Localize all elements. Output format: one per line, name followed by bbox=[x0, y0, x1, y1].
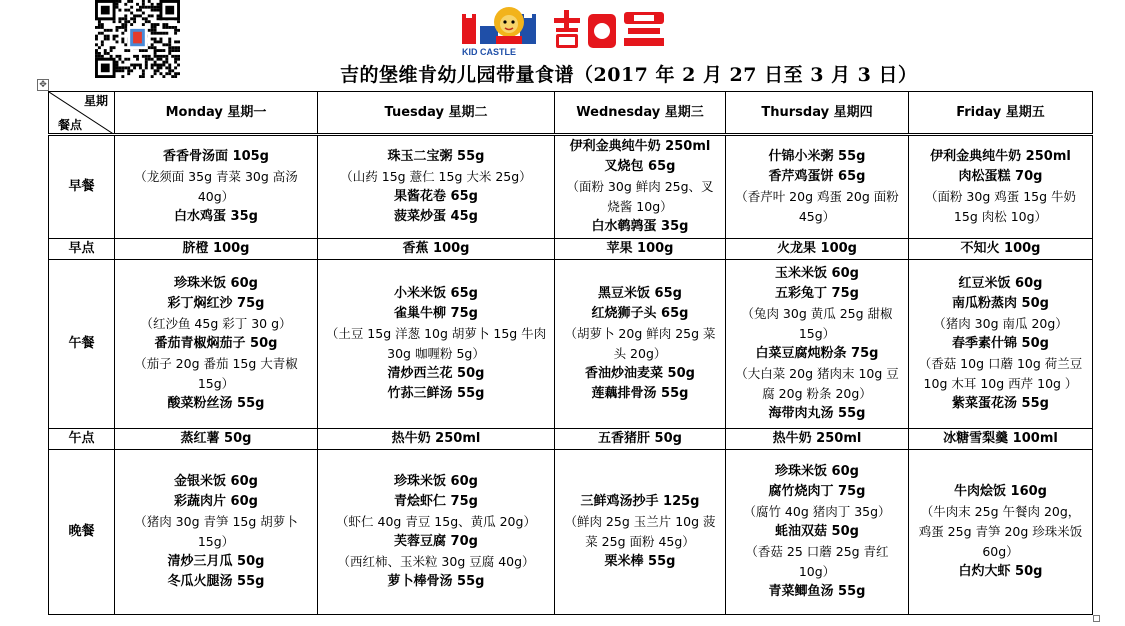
dish-name: 清炒三月瓜 50g bbox=[167, 554, 265, 569]
dish-name: 白水鹌鹑蛋 35g bbox=[591, 219, 689, 234]
weekly-menu-table bbox=[48, 91, 1093, 615]
menu-cell bbox=[555, 260, 726, 429]
dish-name: 五香猪肝 50g bbox=[598, 431, 682, 446]
day-header-friday: Friday 星期五 bbox=[909, 92, 1093, 135]
dish-name: 春季素什锦 50g bbox=[952, 336, 1049, 351]
dish-name: 清炒西兰花 50g bbox=[387, 366, 485, 381]
dish-name: 伊利金典纯牛奶 250ml bbox=[930, 149, 1071, 164]
menu-cell bbox=[726, 450, 909, 615]
dish-name: 青菜鲫鱼汤 55g bbox=[768, 584, 866, 599]
day-header-thursday: Thursday 星期四 bbox=[726, 92, 909, 135]
menu-cell bbox=[909, 260, 1093, 429]
page-title: 吉的堡维肯幼儿园带量食谱（2017 年 2 月 27 日至 3 月 3 日） bbox=[340, 64, 918, 86]
dish-name: 珍珠米饭 60g bbox=[174, 276, 258, 291]
dish-name: 什锦小米粥 55g bbox=[768, 149, 866, 164]
dish-name: 竹荪三鲜汤 55g bbox=[387, 386, 485, 401]
day-header-monday: Monday 星期一 bbox=[115, 92, 318, 135]
menu-cell bbox=[318, 260, 555, 429]
ingredient-note: （香菇 10g 口蘑 10g 荷兰豆 10g 木耳 10g 西芹 10g ） bbox=[918, 356, 1083, 391]
ingredient-note: （兔肉 30g 黄瓜 25g 甜椒 15g） bbox=[741, 306, 893, 341]
dish-name: 冬瓜火腿汤 55g bbox=[167, 574, 265, 589]
dish-name: 伊利金典纯牛奶 250ml bbox=[569, 139, 711, 154]
meal-label: 午点 bbox=[49, 429, 115, 450]
dish-name: 香油炒油麦菜 50g bbox=[585, 366, 695, 381]
dish-name: 腐竹烧肉丁 75g bbox=[768, 484, 866, 499]
dish-name: 牛肉烩饭 160g bbox=[954, 484, 1047, 499]
dish-name: 番茄青椒焖茄子 50g bbox=[154, 336, 278, 351]
dish-name: 彩蔬肉片 60g bbox=[174, 494, 258, 509]
ingredient-note: （鲜肉 25g 玉兰片 10g 菠菜 25g 面粉 45g） bbox=[564, 514, 716, 549]
dish-name: 蚝油双菇 50g bbox=[775, 524, 859, 539]
menu-cell bbox=[726, 260, 909, 429]
dish-name: 珍珠米饭 60g bbox=[394, 474, 478, 489]
ingredient-note: （土豆 15g 洋葱 10g 胡萝卜 15g 牛肉 30g 咖喱粉 5g） bbox=[325, 326, 547, 361]
dish-name: 小米米饭 65g bbox=[394, 286, 478, 301]
menu-cell bbox=[909, 135, 1093, 239]
menu-cell bbox=[726, 429, 909, 450]
header-row bbox=[49, 92, 1093, 135]
corner-header bbox=[49, 92, 115, 135]
ingredient-note: （大白菜 20g 猪肉末 10g 豆腐 20g 粉条 20g） bbox=[735, 366, 899, 401]
meal-row bbox=[49, 260, 1093, 429]
ingredient-note: （腐竹 40g 猪肉丁 35g） bbox=[743, 504, 891, 519]
dish-name: 红豆米饭 60g bbox=[958, 276, 1043, 291]
dish-name: 香芹鸡蛋饼 65g bbox=[768, 169, 866, 184]
dish-name: 玉米米饭 60g bbox=[775, 266, 859, 281]
menu-cell bbox=[909, 450, 1093, 615]
meal-row bbox=[49, 429, 1093, 450]
meal-label: 晚餐 bbox=[49, 450, 115, 615]
kid-castle-logo bbox=[458, 4, 678, 58]
dish-name: 紫菜蛋花汤 55g bbox=[952, 396, 1049, 411]
ingredient-note: （胡萝卜 20g 鲜肉 25g 菜头 20g） bbox=[564, 326, 716, 361]
dish-name: 冰糖雪梨羹 100ml bbox=[943, 431, 1058, 446]
ingredient-note: （面粉 30g 鲜肉 25g、叉烧酱 10g） bbox=[566, 179, 714, 214]
ingredient-note: （茄子 20g 番茄 15g 大青椒 15g） bbox=[134, 356, 298, 391]
dish-name: 热牛奶 250ml bbox=[391, 431, 481, 446]
corner-meal-label: 餐点 bbox=[58, 118, 83, 132]
menu-body bbox=[49, 135, 1093, 615]
corner-weekday-label: 星期 bbox=[83, 94, 108, 108]
dish-name: 蒸红薯 50g bbox=[180, 431, 252, 446]
dish-name: 三鲜鸡汤抄手 125g bbox=[580, 494, 700, 509]
menu-cell bbox=[318, 239, 555, 260]
menu-cell bbox=[115, 135, 318, 239]
ingredient-note: （香芹叶 20g 鸡蛋 20g 面粉 45g） bbox=[735, 189, 899, 224]
day-header-tuesday: Tuesday 星期二 bbox=[318, 92, 555, 135]
menu-cell bbox=[318, 450, 555, 615]
dish-name: 酸菜粉丝汤 55g bbox=[167, 396, 265, 411]
dish-name: 芙蓉豆腐 70g bbox=[394, 534, 478, 549]
dish-name: 脐橙 100g bbox=[182, 241, 250, 256]
ingredient-note: （西红柿、玉米粒 30g 豆腐 40g） bbox=[337, 554, 535, 569]
table-resize-handle[interactable] bbox=[1093, 615, 1100, 622]
logo-en-text: KID CASTLE bbox=[462, 47, 516, 57]
dish-name: 白菜豆腐炖粉条 75g bbox=[755, 346, 879, 361]
ingredient-note: （山药 15g 薏仁 15g 大米 25g） bbox=[340, 169, 532, 184]
ingredient-note: （牛肉末 25g 午餐肉 20g，鸡蛋 25g 青笋 20g 珍珠米饭 60g） bbox=[918, 504, 1083, 559]
dish-name: 金银米饭 60g bbox=[174, 474, 258, 489]
table-move-handle-icon[interactable]: ✥ bbox=[37, 79, 49, 91]
menu-cell bbox=[115, 450, 318, 615]
meal-label: 早餐 bbox=[49, 135, 115, 239]
dish-name: 青烩虾仁 75g bbox=[394, 494, 478, 509]
dish-name: 苹果 100g bbox=[606, 241, 674, 256]
dish-name: 黑豆米饭 65g bbox=[598, 286, 682, 301]
dish-name: 南瓜粉蒸肉 50g bbox=[952, 296, 1049, 311]
dish-name: 彩丁焖红沙 75g bbox=[167, 296, 265, 311]
dish-name: 萝卜棒骨汤 55g bbox=[387, 574, 485, 589]
meal-label: 午餐 bbox=[49, 260, 115, 429]
ingredient-note: （面粉 30g 鸡蛋 15g 牛奶 15g 肉松 10g） bbox=[924, 189, 1077, 224]
menu-cell bbox=[318, 429, 555, 450]
dish-name: 白灼大虾 50g bbox=[958, 564, 1043, 579]
dish-name: 海带肉丸汤 55g bbox=[768, 406, 866, 421]
ingredient-note: （虾仁 40g 青豆 15g、黄瓜 20g） bbox=[336, 514, 536, 529]
dish-name: 肉松蛋糕 70g bbox=[958, 169, 1043, 184]
menu-cell bbox=[115, 239, 318, 260]
dish-name: 香香骨汤面 105g bbox=[163, 149, 269, 164]
meal-label: 早点 bbox=[49, 239, 115, 260]
menu-cell bbox=[555, 450, 726, 615]
dish-name: 热牛奶 250ml bbox=[772, 431, 862, 446]
ingredient-note: （香菇 25 口蘑 25g 青红 10g） bbox=[745, 544, 889, 579]
menu-cell bbox=[909, 239, 1093, 260]
ingredient-note: （猪肉 30g 南瓜 20g） bbox=[933, 316, 1068, 331]
menu-cell bbox=[115, 260, 318, 429]
menu-cell bbox=[726, 135, 909, 239]
dish-name: 果酱花卷 65g bbox=[394, 189, 478, 204]
dish-name: 香蕉 100g bbox=[402, 241, 470, 256]
menu-cell bbox=[555, 135, 726, 239]
menu-cell bbox=[555, 429, 726, 450]
menu-cell bbox=[555, 239, 726, 260]
dish-name: 雀巢牛柳 75g bbox=[394, 306, 478, 321]
meal-row bbox=[49, 135, 1093, 239]
dish-name: 五彩兔丁 75g bbox=[775, 286, 859, 301]
dish-name: 栗米棒 55g bbox=[604, 554, 676, 569]
dish-name: 叉烧包 65g bbox=[604, 159, 676, 174]
menu-cell bbox=[909, 429, 1093, 450]
ingredient-note: （猪肉 30g 青笋 15g 胡萝卜 15g） bbox=[134, 514, 298, 549]
dish-name: 珠玉二宝粥 55g bbox=[387, 149, 485, 164]
meal-row bbox=[49, 450, 1093, 615]
menu-cell bbox=[726, 239, 909, 260]
qr-code-icon bbox=[95, 0, 180, 78]
dish-name: 火龙果 100g bbox=[777, 241, 857, 256]
meal-row bbox=[49, 239, 1093, 260]
dish-name: 白水鸡蛋 35g bbox=[174, 209, 258, 224]
day-header-wednesday: Wednesday 星期三 bbox=[555, 92, 726, 135]
menu-cell bbox=[115, 429, 318, 450]
menu-cell bbox=[318, 135, 555, 239]
dish-name: 红烧狮子头 65g bbox=[591, 306, 689, 321]
ingredient-note: （龙须面 35g 青菜 30g 高汤 40g） bbox=[134, 169, 298, 204]
dish-name: 珍珠米饭 60g bbox=[775, 464, 859, 479]
dish-name: 不知火 100g bbox=[960, 241, 1041, 256]
dish-name: 莲藕排骨汤 55g bbox=[591, 386, 689, 401]
ingredient-note: （红沙鱼 45g 彩丁 30 g） bbox=[140, 316, 292, 331]
dish-name: 菠菜炒蛋 45g bbox=[394, 209, 478, 224]
